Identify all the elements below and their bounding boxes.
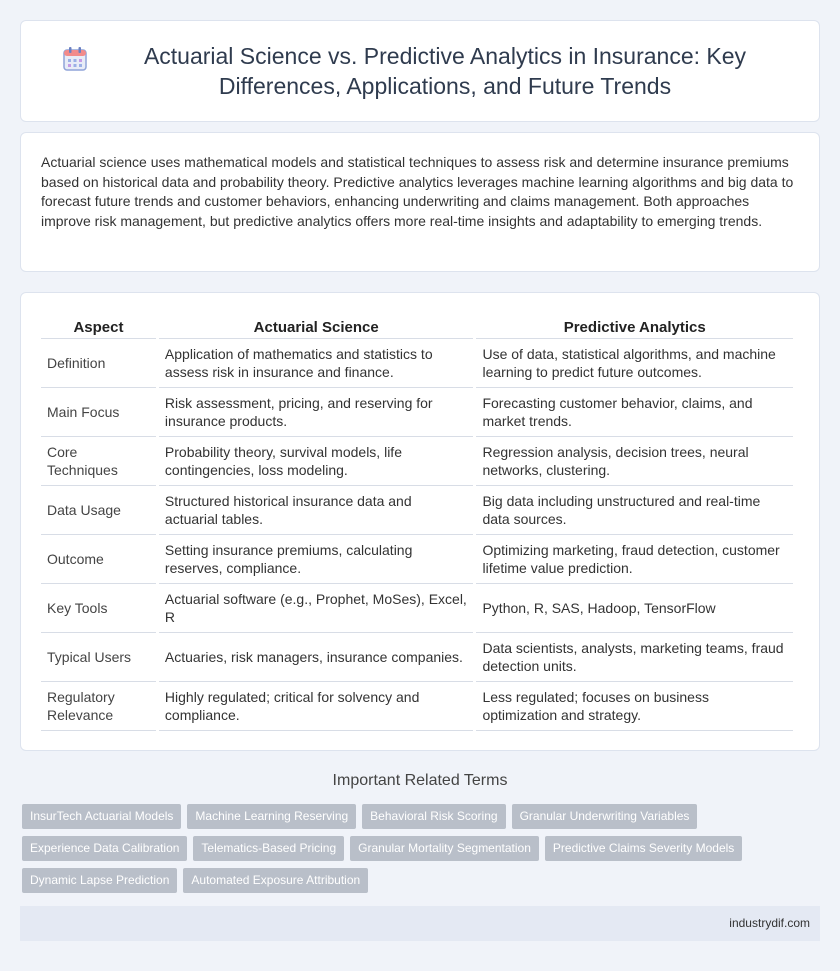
cell-predictive: Optimizing marketing, fraud detection, customer lifetime value prediction. [476,535,793,584]
cell-predictive: Data scientists, analysts, marketing teams, fraud detection units. [476,633,793,682]
table-row [41,339,793,388]
table-row [41,682,793,731]
header-card [20,20,820,122]
cell-predictive: Regression analysis, decision trees, neural networks, clustering. [476,437,793,486]
intro-card [20,132,820,272]
related-term-tag[interactable]: Automated Exposure Attribution [183,868,368,893]
cell-aspect: Definition [41,339,156,388]
related-term-tag[interactable]: Machine Learning Reserving [187,804,356,829]
title-wrap [61,41,779,101]
cell-actuarial: Actuaries, risk managers, insurance companies. [159,633,474,682]
table-row [41,535,793,584]
related-terms-title: Important Related Terms [332,772,508,789]
cell-aspect: Key Tools [41,584,156,633]
cell-predictive: Forecasting customer behavior, claims, and market trends. [476,388,793,437]
header-predictive-analytics: Predictive Analytics [476,313,793,339]
header-aspect: Aspect [41,313,156,339]
page-title: Actuarial Science vs. Predictive Analytics in Insurance: Key Differences, Applications, and Future Trends [143,43,747,99]
related-term-tag[interactable]: InsurTech Actuarial Models [22,804,181,829]
comparison-table [38,313,796,731]
related-term-tag[interactable]: Granular Mortality Segmentation [350,836,539,861]
header-actuarial-science: Actuarial Science [159,313,474,339]
table-row [41,486,793,535]
cell-aspect: Typical Users [41,633,156,682]
cell-actuarial: Structured historical insurance data and actuarial tables. [159,486,474,535]
cell-aspect: Outcome [41,535,156,584]
related-terms-tags [22,804,822,900]
cell-actuarial: Highly regulated; critical for solvency and compliance. [159,682,474,731]
table-row [41,388,793,437]
related-term-tag[interactable]: Dynamic Lapse Prediction [22,868,177,893]
cell-actuarial: Risk assessment, pricing, and reserving for insurance products. [159,388,474,437]
related-term-tag[interactable]: Behavioral Risk Scoring [362,804,505,829]
cell-predictive: Big data including unstructured and real-time data sources. [476,486,793,535]
related-term-tag[interactable]: Telematics-Based Pricing [193,836,344,861]
table-row [41,633,793,682]
cell-aspect: Data Usage [41,486,156,535]
cell-actuarial: Probability theory, survival models, life contingencies, loss modeling. [159,437,474,486]
table-row [41,584,793,633]
cell-actuarial: Actuarial software (e.g., Prophet, MoSes), Excel, R [159,584,474,633]
cell-predictive: Use of data, statistical algorithms, and machine learning to predict future outcomes. [476,339,793,388]
cell-aspect: Main Focus [41,388,156,437]
table-row [41,437,793,486]
footer-source[interactable]: industrydif.com [729,916,810,930]
calendar-icon [61,45,89,73]
related-term-tag[interactable]: Experience Data Calibration [22,836,187,861]
intro-text: Actuarial science uses mathematical models and statistical techniques to assess risk and determine insurance premiums based on historical data and probability theory. Predictive analytics leverages machine learning algorithms and big data to forecast future trends and customer behaviors, enhancing underwriting and claims management. Both approaches improve risk management, but predictive analytics offers more real-time insights and adaptability to emerging trends. [41,154,794,229]
cell-aspect: Core Techniques [41,437,156,486]
related-term-tag[interactable]: Predictive Claims Severity Models [545,836,742,861]
cell-actuarial: Setting insurance premiums, calculating reserves, compliance. [159,535,474,584]
cell-predictive: Less regulated; focuses on business optimization and strategy. [476,682,793,731]
comparison-table-card [20,292,820,751]
cell-actuarial: Application of mathematics and statistics to assess risk in insurance and finance. [159,339,474,388]
cell-predictive: Python, R, SAS, Hadoop, TensorFlow [476,584,793,633]
cell-aspect: Regulatory Relevance [41,682,156,731]
table-header-row [41,313,793,339]
related-term-tag[interactable]: Granular Underwriting Variables [512,804,698,829]
footer [20,906,820,941]
